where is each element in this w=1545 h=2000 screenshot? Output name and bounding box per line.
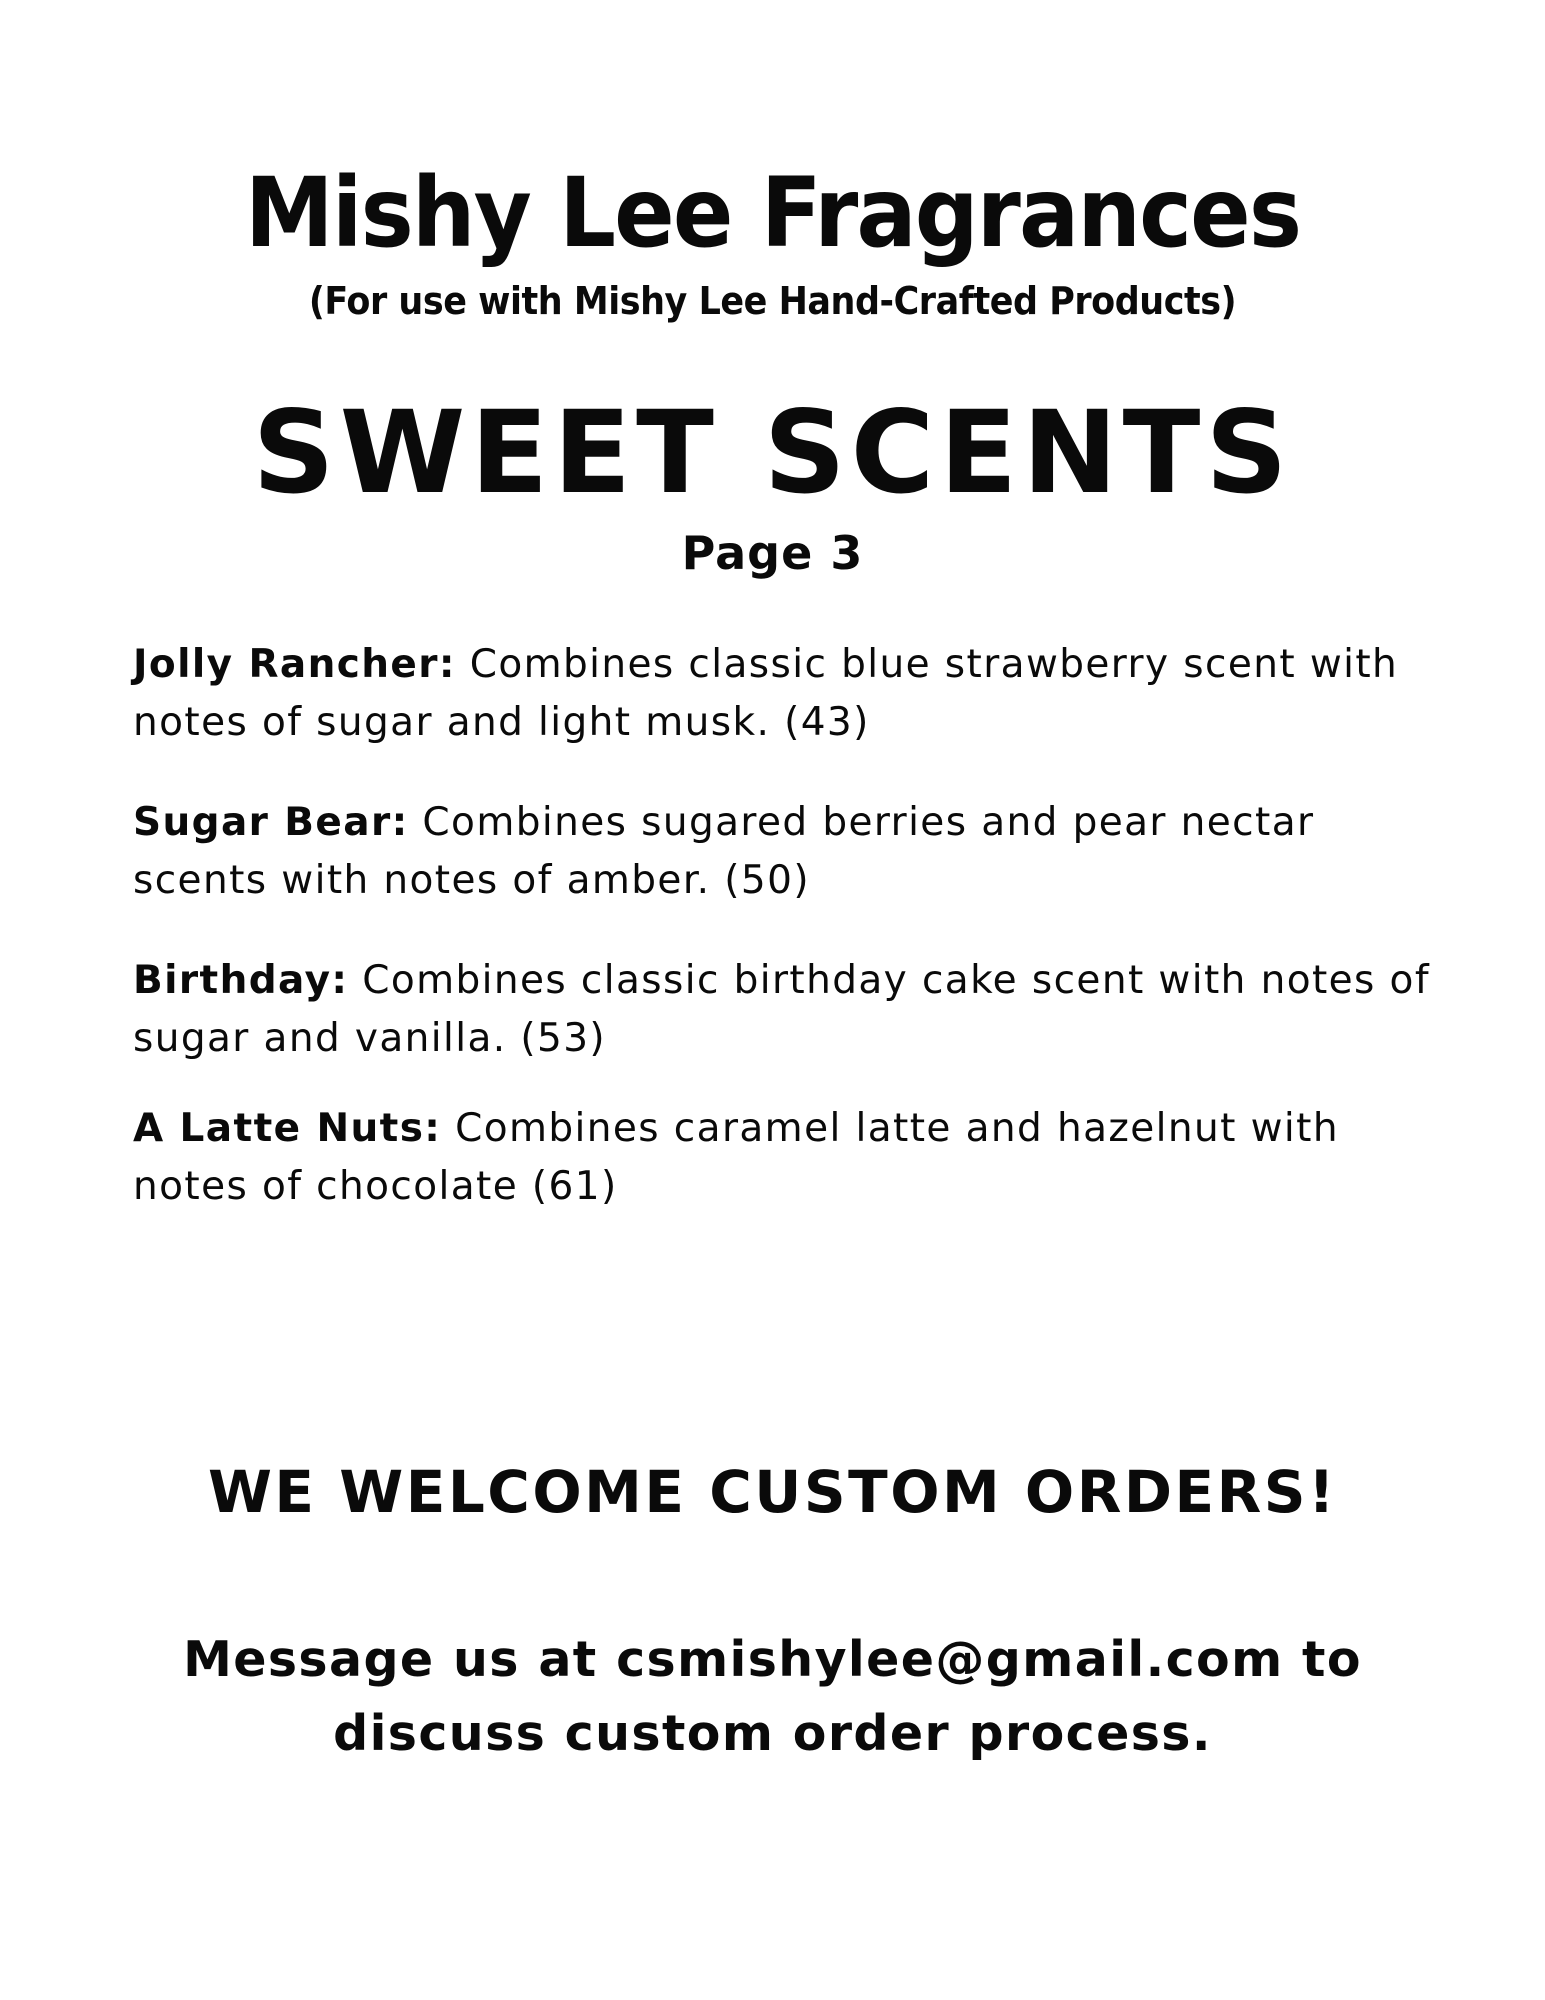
custom-orders-heading: WE WELCOME CUSTOM ORDERS! xyxy=(207,1458,1338,1526)
scent-description: Combines sugared berries and pear nectar scents with notes of amber. (50) xyxy=(133,800,1315,903)
scent-entry xyxy=(133,952,1433,1068)
section-title: SWEET SCENTS xyxy=(252,386,1293,519)
scent-description: Combines classic blue strawberry scent with notes of sugar and light musk. (43) xyxy=(133,642,1399,745)
scent-description: Combines caramel latte and hazelnut with notes of chocolate (61) xyxy=(133,1106,1339,1209)
scent-name: Birthday: xyxy=(133,958,349,1003)
brand-title: Mishy Lee Fragrances xyxy=(244,157,1301,269)
brand-subtitle: (For use with Mishy Lee Hand-Crafted Products) xyxy=(308,279,1237,323)
scent-name: Jolly Rancher: xyxy=(133,642,456,687)
scent-entry xyxy=(133,1100,1433,1216)
scent-entry xyxy=(133,794,1433,910)
scent-entry xyxy=(133,636,1433,752)
scent-description: Combines classic birthday cake scent with notes of sugar and vanilla. (53) xyxy=(133,958,1430,1061)
scent-name: Sugar Bear: xyxy=(133,800,409,845)
custom-orders-message: Message us at csmishylee@gmail.com to discuss custom order process. xyxy=(183,1631,1362,1762)
scent-name: A Latte Nuts: xyxy=(133,1106,442,1151)
page-number: Page 3 xyxy=(681,526,864,580)
